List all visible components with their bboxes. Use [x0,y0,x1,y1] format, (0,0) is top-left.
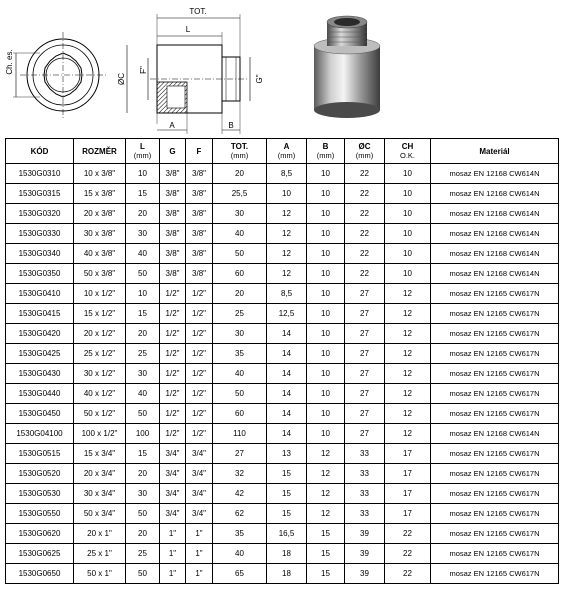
cell-g: 1/2" [160,304,186,324]
cell-g: 1" [160,544,186,564]
header-rozmer: ROZMĚR [74,139,126,164]
cell-c: 33 [345,464,385,484]
cell-l: 50 [126,564,160,584]
cell-b: 10 [307,164,345,184]
cell-l: 50 [126,504,160,524]
f-label: F" [139,66,148,74]
cell-g: 1/2" [160,404,186,424]
cell-ch: 22 [385,564,431,584]
cell-ch: 12 [385,324,431,344]
cell-kod: 1530G0520 [6,464,74,484]
cell-tot: 60 [213,264,267,284]
cell-ch: 10 [385,264,431,284]
cell-ch: 17 [385,504,431,524]
cell-f: 1/2" [186,404,213,424]
table-row [6,424,559,444]
cell-a: 12 [267,204,307,224]
section-view [117,7,264,134]
cell-l: 40 [126,244,160,264]
cell-b: 10 [307,264,345,284]
table-row [6,244,559,264]
cell-c: 33 [345,484,385,504]
cell-tot: 40 [213,544,267,564]
cell-kod: 1530G0320 [6,204,74,224]
cell-material: mosaz EN 12165 CW617N [431,484,559,504]
cell-material: mosaz EN 12165 CW617N [431,344,559,364]
cell-f: 3/4" [186,464,213,484]
cell-ch: 17 [385,444,431,464]
cell-b: 12 [307,484,345,504]
cell-g: 3/8" [160,264,186,284]
cell-a: 15 [267,504,307,524]
table-row [6,224,559,244]
cell-tot: 25,5 [213,184,267,204]
cell-tot: 110 [213,424,267,444]
cell-l: 10 [126,164,160,184]
cell-tot: 65 [213,564,267,584]
cell-a: 12,5 [267,304,307,324]
header-material: Materiál [431,139,559,164]
cell-tot: 30 [213,204,267,224]
cell-material: mosaz EN 12168 CW614N [431,224,559,244]
table-row [6,544,559,564]
cell-f: 1/2" [186,304,213,324]
cell-a: 14 [267,344,307,364]
cell-tot: 62 [213,504,267,524]
cell-f: 3/4" [186,444,213,464]
cell-l: 15 [126,304,160,324]
cell-g: 1" [160,524,186,544]
header-b: B (mm) [307,139,345,164]
table-row [6,324,559,344]
table-header-row [6,139,559,164]
cell-f: 3/8" [186,164,213,184]
cell-rozmer: 10 x 1/2" [74,284,126,304]
cell-l: 50 [126,404,160,424]
cell-kod: 1530G0650 [6,564,74,584]
cell-f: 1/2" [186,364,213,384]
product-render [314,16,380,118]
cell-a: 14 [267,384,307,404]
cell-a: 16,5 [267,524,307,544]
a-label: A [169,121,175,130]
cell-a: 8,5 [267,164,307,184]
cell-tot: 42 [213,484,267,504]
cell-f: 3/8" [186,264,213,284]
cell-tot: 40 [213,364,267,384]
cell-f: 1/2" [186,284,213,304]
cell-c: 27 [345,404,385,424]
cell-c: 27 [345,344,385,364]
cell-material: mosaz EN 12165 CW617N [431,284,559,304]
cell-rozmer: 25 x 1/2" [74,344,126,364]
table-row [6,204,559,224]
cell-kod: 1530G0315 [6,184,74,204]
cell-material: mosaz EN 12165 CW617N [431,524,559,544]
cell-l: 20 [126,464,160,484]
cell-b: 10 [307,304,345,324]
cell-material: mosaz EN 12165 CW617N [431,304,559,324]
cell-tot: 40 [213,224,267,244]
cell-kod: 1530G0310 [6,164,74,184]
table-row [6,464,559,484]
cell-material: mosaz EN 12165 CW617N [431,504,559,524]
cell-a: 14 [267,324,307,344]
cell-tot: 27 [213,444,267,464]
cell-a: 15 [267,484,307,504]
cell-ch: 10 [385,244,431,264]
cell-l: 25 [126,544,160,564]
cell-material: mosaz EN 12165 CW617N [431,564,559,584]
cell-kod: 1530G0450 [6,404,74,424]
cell-b: 10 [307,204,345,224]
cell-material: mosaz EN 12168 CW614N [431,264,559,284]
cell-g: 1" [160,564,186,584]
oc-label: ØC [117,73,126,85]
cell-rozmer: 20 x 3/8" [74,204,126,224]
cell-kod: 1530G0415 [6,304,74,324]
cell-rozmer: 40 x 3/8" [74,244,126,264]
cell-material: mosaz EN 12165 CW617N [431,324,559,344]
cell-ch: 12 [385,384,431,404]
header-c: ØC (mm) [345,139,385,164]
cell-g: 1/2" [160,284,186,304]
cell-kod: 1530G0330 [6,224,74,244]
cell-b: 15 [307,544,345,564]
cell-c: 22 [345,204,385,224]
cell-l: 15 [126,184,160,204]
cell-c: 39 [345,524,385,544]
cell-a: 14 [267,364,307,384]
cell-l: 20 [126,324,160,344]
cell-tot: 35 [213,344,267,364]
cell-c: 39 [345,544,385,564]
cell-b: 10 [307,404,345,424]
header-ch: CH O.K. [385,139,431,164]
cell-ch: 12 [385,344,431,364]
cell-rozmer: 20 x 1" [74,524,126,544]
cell-tot: 32 [213,464,267,484]
cell-a: 14 [267,424,307,444]
cell-b: 10 [307,344,345,364]
table-row [6,344,559,364]
cell-material: mosaz EN 12165 CW617N [431,384,559,404]
cell-b: 15 [307,564,345,584]
cell-ch: 10 [385,204,431,224]
g-label: G" [255,74,264,84]
cell-g: 3/8" [160,204,186,224]
cell-kod: 1530G0530 [6,484,74,504]
cell-ch: 12 [385,424,431,444]
cell-tot: 50 [213,244,267,264]
cell-f: 3/4" [186,504,213,524]
ch-label: Ch. es. [5,49,14,75]
cell-g: 1/2" [160,324,186,344]
cell-rozmer: 50 x 3/8" [74,264,126,284]
cell-b: 12 [307,464,345,484]
cell-b: 10 [307,284,345,304]
cell-rozmer: 15 x 1/2" [74,304,126,324]
cell-c: 39 [345,564,385,584]
cell-f: 1/2" [186,384,213,404]
cell-material: mosaz EN 12168 CW614N [431,164,559,184]
cell-kod: 1530G04100 [6,424,74,444]
cell-material: mosaz EN 12168 CW614N [431,244,559,264]
cell-c: 27 [345,424,385,444]
cell-material: mosaz EN 12165 CW617N [431,544,559,564]
cell-a: 14 [267,404,307,424]
table-row [6,304,559,324]
cell-f: 1" [186,524,213,544]
cell-rozmer: 25 x 1" [74,544,126,564]
cell-rozmer: 50 x 1" [74,564,126,584]
cell-ch: 10 [385,224,431,244]
cell-rozmer: 30 x 1/2" [74,364,126,384]
header-tot: TOT. (mm) [213,139,267,164]
cell-ch: 12 [385,284,431,304]
cell-l: 10 [126,284,160,304]
cell-l: 30 [126,364,160,384]
table-row [6,564,559,584]
table-row [6,524,559,544]
table-row [6,404,559,424]
cell-kod: 1530G0550 [6,504,74,524]
cell-tot: 20 [213,284,267,304]
cell-g: 1/2" [160,364,186,384]
cell-kod: 1530G0440 [6,384,74,404]
cell-kod: 1530G0350 [6,264,74,284]
cell-rozmer: 100 x 1/2" [74,424,126,444]
cell-material: mosaz EN 12168 CW614N [431,204,559,224]
cell-tot: 25 [213,304,267,324]
cell-rozmer: 15 x 3/8" [74,184,126,204]
cell-c: 22 [345,264,385,284]
cell-ch: 10 [385,184,431,204]
cell-c: 27 [345,304,385,324]
cell-f: 3/4" [186,484,213,504]
l-label: L [185,25,191,34]
cell-g: 3/8" [160,244,186,264]
cell-f: 1/2" [186,344,213,364]
cell-kod: 1530G0620 [6,524,74,544]
cell-ch: 12 [385,404,431,424]
cell-c: 27 [345,324,385,344]
cell-c: 22 [345,184,385,204]
cell-ch: 17 [385,464,431,484]
cell-kod: 1530G0420 [6,324,74,344]
cell-b: 10 [307,384,345,404]
cell-b: 10 [307,324,345,344]
table-row [6,364,559,384]
cell-a: 12 [267,244,307,264]
cell-g: 3/4" [160,504,186,524]
technical-drawing [0,0,561,136]
cell-f: 3/8" [186,224,213,244]
cell-b: 15 [307,524,345,544]
cell-b: 10 [307,364,345,384]
cell-material: mosaz EN 12165 CW617N [431,444,559,464]
cell-f: 1" [186,564,213,584]
cell-kod: 1530G0430 [6,364,74,384]
cell-g: 1/2" [160,424,186,444]
table-row [6,484,559,504]
header-g: G [160,139,186,164]
header-f: F [186,139,213,164]
cell-kod: 1530G0340 [6,244,74,264]
cell-f: 1/2" [186,324,213,344]
cell-f: 3/8" [186,244,213,264]
cell-a: 8,5 [267,284,307,304]
cell-l: 30 [126,484,160,504]
cell-ch: 12 [385,304,431,324]
cell-f: 1" [186,544,213,564]
cell-tot: 30 [213,324,267,344]
cell-g: 3/8" [160,184,186,204]
cell-g: 3/8" [160,224,186,244]
cell-c: 27 [345,364,385,384]
cell-c: 27 [345,284,385,304]
cell-material: mosaz EN 12165 CW617N [431,464,559,484]
cell-c: 33 [345,504,385,524]
cell-g: 1/2" [160,344,186,364]
cell-l: 50 [126,264,160,284]
cell-material: mosaz EN 12165 CW617N [431,404,559,424]
cell-ch: 10 [385,164,431,184]
cell-a: 15 [267,464,307,484]
table-body [6,164,559,584]
cell-f: 3/8" [186,204,213,224]
cell-rozmer: 30 x 3/4" [74,484,126,504]
table-row [6,264,559,284]
cell-b: 12 [307,444,345,464]
cell-c: 22 [345,244,385,264]
cell-a: 12 [267,264,307,284]
cell-b: 10 [307,244,345,264]
table-row [6,504,559,524]
cell-g: 3/8" [160,164,186,184]
cell-material: mosaz EN 12168 CW614N [431,184,559,204]
cell-rozmer: 50 x 1/2" [74,404,126,424]
cell-c: 27 [345,384,385,404]
cell-kod: 1530G0425 [6,344,74,364]
cell-rozmer: 20 x 3/4" [74,464,126,484]
cell-ch: 22 [385,524,431,544]
front-view [5,32,106,118]
cell-f: 1/2" [186,424,213,444]
table-row [6,444,559,464]
header-l: L (mm) [126,139,160,164]
cell-c: 22 [345,224,385,244]
cell-a: 10 [267,184,307,204]
cell-a: 12 [267,224,307,244]
cell-kod: 1530G0515 [6,444,74,464]
header-a: A (mm) [267,139,307,164]
cell-rozmer: 40 x 1/2" [74,384,126,404]
table-row [6,184,559,204]
cell-g: 3/4" [160,464,186,484]
cell-a: 18 [267,564,307,584]
cell-rozmer: 20 x 1/2" [74,324,126,344]
table-row [6,384,559,404]
cell-ch: 22 [385,544,431,564]
cell-c: 22 [345,164,385,184]
cell-ch: 12 [385,364,431,384]
spec-table [5,138,559,584]
cell-f: 3/8" [186,184,213,204]
cell-rozmer: 50 x 3/4" [74,504,126,524]
cell-kod: 1530G0410 [6,284,74,304]
cell-g: 3/4" [160,484,186,504]
cell-l: 20 [126,524,160,544]
cell-b: 10 [307,184,345,204]
cell-rozmer: 15 x 3/4" [74,444,126,464]
table-row [6,164,559,184]
cell-kod: 1530G0625 [6,544,74,564]
cell-tot: 20 [213,164,267,184]
cell-l: 15 [126,444,160,464]
cell-material: mosaz EN 12165 CW617N [431,364,559,384]
cell-l: 40 [126,384,160,404]
cell-b: 10 [307,424,345,444]
cell-rozmer: 30 x 3/8" [74,224,126,244]
table-row [6,284,559,304]
cell-tot: 35 [213,524,267,544]
cell-l: 25 [126,344,160,364]
cell-l: 30 [126,224,160,244]
b-label: B [228,121,234,130]
cell-ch: 17 [385,484,431,504]
cell-tot: 50 [213,384,267,404]
cell-c: 33 [345,444,385,464]
header-kod: KÓD [6,139,74,164]
cell-b: 12 [307,504,345,524]
cell-rozmer: 10 x 3/8" [74,164,126,184]
cell-tot: 60 [213,404,267,424]
cell-g: 1/2" [160,384,186,404]
cell-l: 100 [126,424,160,444]
cell-a: 18 [267,544,307,564]
cell-l: 20 [126,204,160,224]
cell-a: 13 [267,444,307,464]
tot-label: TOT. [189,7,207,16]
cell-g: 3/4" [160,444,186,464]
cell-b: 10 [307,224,345,244]
cell-material: mosaz EN 12168 CW614N [431,424,559,444]
